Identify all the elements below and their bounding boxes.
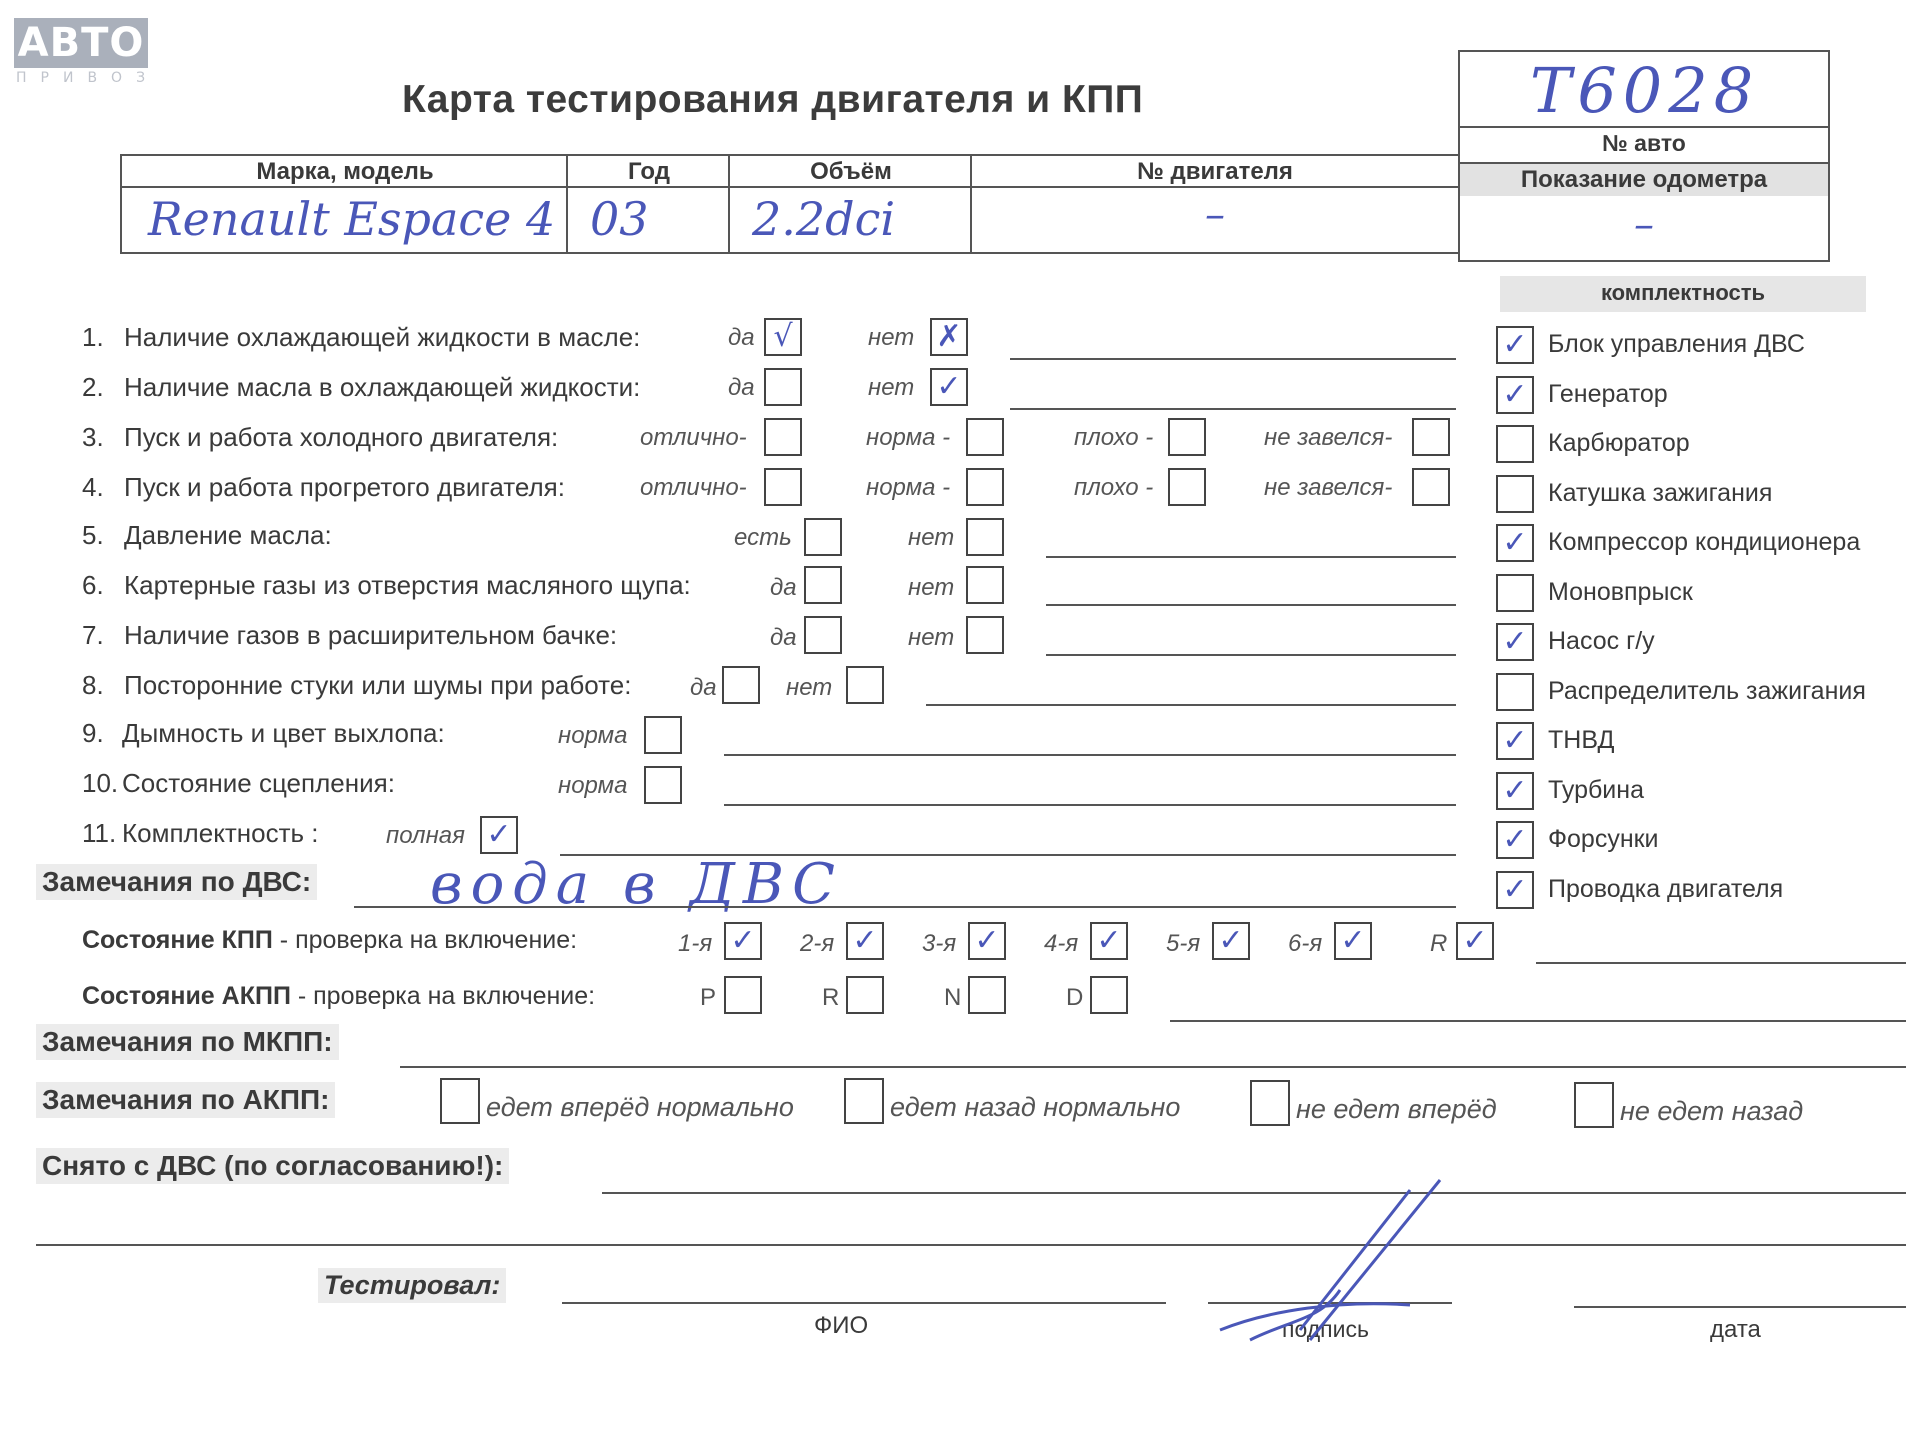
question-number: 1. (82, 322, 104, 352)
page-title: Карта тестирования двигателя и КПП (402, 78, 1144, 121)
checkbox[interactable] (966, 468, 1004, 506)
question-text: Наличие газов в расширительном бачке: (124, 620, 618, 650)
kit-item-label: Насос г/у (1548, 627, 1655, 655)
handwritten-signature (1210, 1170, 1450, 1370)
tick: ✓ (730, 923, 756, 958)
remark-line[interactable] (400, 1066, 1906, 1068)
option-label: норма - (866, 424, 951, 451)
kit-item-label: Проводка двигателя (1548, 875, 1784, 903)
question-text: Состояние сцепления: (122, 768, 395, 798)
question-text: Комплектность : (122, 818, 319, 848)
kit-item-label: Компрессор кондиционера (1548, 528, 1861, 556)
mkpp-remarks-label: Замечания по МКПП: (36, 1024, 339, 1060)
question-number: 7. (82, 620, 104, 650)
kit-checkbox[interactable] (1496, 425, 1534, 463)
question-text: Наличие масла в охлаждающей жидкости: (124, 372, 641, 402)
engine-number-value: – (1205, 192, 1225, 238)
tick: ✓ (1218, 923, 1244, 958)
kit-item-label: ТНВД (1548, 726, 1615, 754)
gear-checkbox[interactable] (968, 976, 1006, 1014)
auto-gearbox-label-rest: - проверка на включение: (290, 982, 596, 1010)
option-label: нет (908, 624, 955, 651)
question-number: 9. (82, 718, 104, 748)
gear-label: N (944, 984, 962, 1011)
checkbox[interactable] (764, 418, 802, 456)
question-number: 8. (82, 670, 104, 700)
checkbox[interactable] (764, 318, 802, 356)
tick: ✓ (1502, 624, 1528, 659)
akpp-remarks-label: Замечания по АКПП: (36, 1082, 335, 1118)
gear-checkbox[interactable] (1212, 922, 1250, 960)
question-text: Дымность и цвет выхлопа: (122, 718, 445, 748)
checkbox[interactable] (480, 816, 518, 854)
tick: ✓ (1502, 773, 1528, 808)
odometer-value: – (1634, 202, 1654, 248)
manual-gearbox-label (82, 926, 577, 955)
tick: ✓ (1502, 377, 1528, 412)
gear-checkbox[interactable] (1090, 976, 1128, 1014)
question-number: 6. (82, 570, 104, 600)
kit-checkbox[interactable] (1496, 574, 1534, 612)
date-line[interactable] (1574, 1306, 1906, 1308)
brand-label: Марка, модель (256, 158, 434, 185)
question-number: 5. (82, 520, 104, 550)
akpp-option: не едет назад (1620, 1096, 1804, 1126)
kit-checkbox[interactable] (1496, 376, 1534, 414)
option-label: нет (908, 574, 955, 601)
kit-title: комплектность (1600, 280, 1766, 305)
remark-line[interactable] (1046, 654, 1456, 656)
remark-line[interactable] (354, 906, 1456, 908)
gear-checkbox[interactable] (846, 976, 884, 1014)
tick: ✓ (936, 369, 962, 404)
remark-line[interactable] (1010, 358, 1456, 360)
gear-label: 6-я (1288, 930, 1323, 957)
kit-item-label: Карбюратор (1548, 429, 1690, 457)
kit-item-label: Блок управления ДВС (1548, 330, 1805, 358)
checkbox[interactable] (966, 566, 1004, 604)
question-text: Давление масла: (124, 520, 332, 550)
kit-item-label: Распределитель зажигания (1548, 677, 1866, 705)
remark-line[interactable] (1536, 962, 1906, 964)
option-label: есть (734, 524, 792, 551)
tick: ✓ (1340, 923, 1366, 958)
checkbox[interactable] (930, 368, 968, 406)
checkbox[interactable] (844, 1078, 884, 1124)
gear-label: D (1066, 984, 1084, 1011)
checkbox[interactable] (1168, 418, 1206, 456)
tick: ✓ (1502, 327, 1528, 362)
checkbox[interactable] (966, 616, 1004, 654)
question-number: 10. (82, 768, 119, 798)
checkbox[interactable] (722, 666, 760, 704)
option-label: да (728, 324, 755, 351)
brand-value: Renault Espace 4 (148, 192, 556, 246)
question-number: 4. (82, 472, 104, 502)
tick: ✓ (852, 923, 878, 958)
kit-checkbox[interactable] (1496, 524, 1534, 562)
option-label: нет (868, 374, 915, 401)
remark-line[interactable] (1046, 556, 1456, 558)
gear-label: 1-я (678, 930, 713, 957)
auto-number-label: № авто (1602, 130, 1686, 156)
checkbox[interactable] (804, 518, 842, 556)
option-label: отлично- (640, 424, 747, 451)
question-text: Картерные газы из отверстия масляного щупа: (124, 570, 691, 600)
date-label: дата (1710, 1316, 1761, 1343)
option-label: отлично- (640, 474, 747, 501)
remark-line[interactable] (36, 1244, 1906, 1246)
gear-label: R (822, 984, 840, 1011)
kit-item-label: Катушка зажигания (1548, 479, 1773, 507)
kit-checkbox[interactable] (1496, 475, 1534, 513)
gear-checkbox[interactable] (846, 922, 884, 960)
kit-checkbox[interactable] (1496, 326, 1534, 364)
signature-label: подпись (1282, 1316, 1369, 1342)
checkbox[interactable] (804, 616, 842, 654)
gear-label: P (700, 984, 717, 1011)
gear-checkbox[interactable] (724, 976, 762, 1014)
odometer-label: Показание одометра (1520, 166, 1768, 193)
checkbox[interactable] (966, 518, 1004, 556)
logo-subtitle: ПРИВОЗ (16, 70, 160, 86)
option-label: полная (386, 822, 465, 849)
volume-value: 2.2dci (752, 192, 896, 246)
year-label: Год (628, 158, 670, 185)
remark-line[interactable] (926, 704, 1456, 706)
engine-remarks-label: Замечания по ДВС: (36, 864, 317, 900)
gear-label: 4-я (1044, 930, 1079, 957)
checkbox[interactable] (644, 716, 682, 754)
kit-checkbox[interactable] (1496, 673, 1534, 711)
option-label: нет (908, 524, 955, 551)
option-label: плохо - (1074, 474, 1154, 501)
option-label: да (770, 574, 797, 601)
option-label: нет (786, 674, 833, 701)
checkbox[interactable] (1412, 418, 1450, 456)
option-label: норма - (866, 474, 951, 501)
volume-label: Объём (810, 158, 892, 185)
tick: ✓ (1502, 723, 1528, 758)
gear-label: R (1430, 930, 1448, 957)
manual-gearbox-label-bold: Состояние КПП (82, 926, 273, 954)
checkbox[interactable] (1574, 1082, 1614, 1128)
tick: √ (773, 319, 793, 354)
akpp-option: не едет вперёд (1296, 1094, 1497, 1124)
kit-item-label: Форсунки (1548, 825, 1659, 853)
remark-line[interactable] (724, 804, 1456, 806)
auto-gearbox-label-bold: Состояние АКПП (82, 982, 291, 1010)
option-label: не завелся- (1264, 474, 1393, 501)
gear-label: 5-я (1166, 930, 1201, 957)
tick: ✓ (486, 817, 512, 852)
checkbox[interactable] (804, 566, 842, 604)
year-value: 03 (590, 192, 649, 246)
checkbox[interactable] (1168, 468, 1206, 506)
kit-checkbox[interactable] (1496, 871, 1534, 909)
question-number: 3. (82, 422, 104, 452)
option-label: да (770, 624, 797, 651)
tested-label: Тестировал: (318, 1268, 506, 1303)
remark-line[interactable] (724, 754, 1456, 756)
checkbox[interactable] (1412, 468, 1450, 506)
checkbox[interactable] (966, 418, 1004, 456)
checkbox[interactable] (644, 766, 682, 804)
tick: ✓ (1502, 822, 1528, 857)
kit-item-label: Генератор (1548, 380, 1668, 408)
kit-checkbox[interactable] (1496, 821, 1534, 859)
kit-checkbox[interactable] (1496, 623, 1534, 661)
gear-checkbox[interactable] (1456, 922, 1494, 960)
checkbox[interactable] (764, 368, 802, 406)
kit-item-label: Моновпрыск (1548, 578, 1693, 606)
checkbox[interactable] (764, 468, 802, 506)
option-label: нет (868, 324, 915, 351)
gear-label: 3-я (922, 930, 957, 957)
tick: ✓ (1096, 923, 1122, 958)
question-text: Наличие охлаждающей жидкости в масле: (124, 322, 641, 352)
gear-label: 2-я (800, 930, 835, 957)
engine-remarks-value: вода в ДВС (430, 852, 843, 917)
question-number: 11. (82, 818, 117, 848)
tick: ✗ (936, 319, 962, 354)
remark-line[interactable] (1046, 604, 1456, 606)
gear-checkbox[interactable] (968, 922, 1006, 960)
checkbox[interactable] (1250, 1080, 1290, 1126)
gear-checkbox[interactable] (1090, 922, 1128, 960)
kit-checkbox[interactable] (1496, 772, 1534, 810)
option-label: не завелся- (1264, 424, 1393, 451)
tick: ✓ (1462, 923, 1488, 958)
tick: ✓ (1502, 872, 1528, 907)
remark-line[interactable] (1170, 1020, 1906, 1022)
question-text: Посторонние стуки или шумы при работе: (124, 670, 632, 700)
remark-line[interactable] (1010, 408, 1456, 410)
vehicle-header-table (120, 154, 1460, 254)
option-label: норма (558, 772, 628, 799)
gear-checkbox[interactable] (1334, 922, 1372, 960)
auto-number-box (1458, 50, 1830, 262)
checkbox[interactable] (440, 1078, 480, 1124)
engine-number-label: № двигателя (1137, 158, 1293, 185)
auto-number-value: T6028 (1530, 54, 1760, 127)
question-number: 2. (82, 372, 104, 402)
kit-item-label: Турбина (1548, 776, 1644, 804)
tick: ✓ (1502, 525, 1528, 560)
removed-label: Снято с ДВС (по согласованию!): (36, 1148, 509, 1184)
fio-line[interactable] (562, 1302, 1166, 1304)
option-label: да (728, 374, 755, 401)
question-text: Пуск и работа холодного двигателя: (124, 422, 559, 452)
logo: АВТО (14, 18, 148, 68)
checkbox[interactable] (846, 666, 884, 704)
tick: ✓ (974, 923, 1000, 958)
option-label: норма (558, 722, 628, 749)
gear-checkbox[interactable] (724, 922, 762, 960)
manual-gearbox-label-rest: - проверка на включение: (272, 926, 578, 954)
option-label: да (690, 674, 717, 701)
auto-gearbox-label (82, 982, 595, 1011)
kit-checkbox[interactable] (1496, 722, 1534, 760)
checkbox[interactable] (930, 318, 968, 356)
akpp-option: едет назад нормально (890, 1092, 1181, 1122)
option-label: плохо - (1074, 424, 1154, 451)
question-text: Пуск и работа прогретого двигателя: (124, 472, 565, 502)
fio-label: ФИО (814, 1312, 869, 1339)
akpp-option: едет вперёд нормально (486, 1092, 794, 1122)
